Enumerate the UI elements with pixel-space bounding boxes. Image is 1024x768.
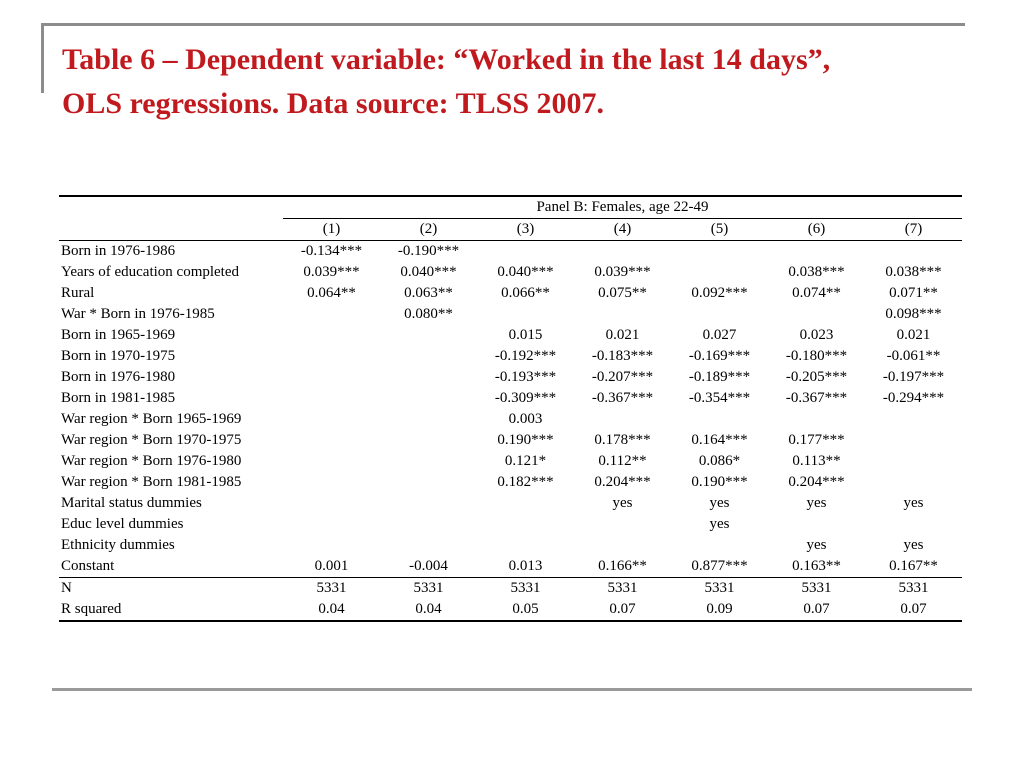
panel-header-spacer [59, 196, 283, 219]
coefficient-cell [380, 451, 477, 472]
coefficient-cell [283, 493, 380, 514]
coefficient-cell [283, 535, 380, 556]
coefficient-cell: yes [806, 537, 827, 553]
coefficient-cell: 5331 [898, 580, 929, 596]
coefficient-cell: 0.075** [598, 285, 647, 301]
table-row [59, 451, 962, 472]
row-label: Rural [61, 285, 95, 301]
coefficient-cell: 0.071** [889, 285, 938, 301]
coefficient-cell: 0.177*** [788, 432, 845, 448]
coefficient-cell: 0.040*** [497, 264, 554, 280]
coefficient-cell: 0.040*** [400, 264, 457, 280]
coefficient-cell [671, 535, 768, 556]
coefficient-cell [283, 430, 380, 451]
coefficient-cell: 0.113** [792, 453, 841, 469]
table-row [59, 472, 962, 493]
coefficient-cell [283, 388, 380, 409]
coefficient-cell [380, 346, 477, 367]
row-label: Born in 1976-1980 [61, 369, 176, 385]
coefficient-cell [380, 367, 477, 388]
coefficient-cell [283, 514, 380, 535]
coefficient-cell [865, 451, 962, 472]
coefficient-cell [768, 409, 865, 430]
coefficient-cell: 0.038*** [885, 264, 942, 280]
coefficient-cell [574, 514, 671, 535]
panel-header: Panel B: Females, age 22-49 [283, 196, 962, 219]
coefficient-cell: 0.001 [283, 556, 380, 578]
table-row [59, 304, 962, 325]
row-label: Educ level dummies [61, 516, 184, 532]
slide-title [62, 38, 962, 126]
column-number-header: (3) [477, 219, 574, 241]
coefficient-cell: 0.190*** [497, 432, 554, 448]
column-number-header: (4) [574, 219, 671, 241]
slide-title-line-2: OLS regressions. Data source: TLSS 2007. [62, 87, 605, 120]
coefficient-cell [574, 535, 671, 556]
coefficient-cell: 0.05 [477, 599, 574, 621]
coefficient-cell: 5331 [316, 580, 347, 596]
coefficient-cell: -0.189*** [688, 369, 751, 385]
coefficient-cell: -0.294*** [882, 390, 945, 406]
row-label: Born in 1970-1975 [61, 348, 176, 364]
coefficient-cell: 0.167** [865, 556, 962, 578]
table-row [59, 430, 962, 451]
coefficient-cell: -0.193*** [494, 369, 557, 385]
coefficient-cell: 0.092*** [691, 285, 748, 301]
column-number-header: (5) [671, 219, 768, 241]
coefficient-cell [671, 304, 768, 325]
coefficient-cell: 0.027 [702, 327, 737, 343]
column-number-header: (6) [768, 219, 865, 241]
panel-header-row [59, 196, 962, 219]
coefficient-cell [768, 241, 865, 263]
coefficient-cell [380, 388, 477, 409]
coefficient-cell: 0.038*** [788, 264, 845, 280]
coefficient-cell [283, 409, 380, 430]
coefficient-cell: 0.190*** [691, 474, 748, 490]
coefficient-cell: 0.182*** [497, 474, 554, 490]
coefficient-cell [574, 241, 671, 263]
coefficient-cell [477, 514, 574, 535]
table-row [59, 367, 962, 388]
coefficient-cell: yes [903, 537, 924, 553]
coefficient-cell: 0.204*** [788, 474, 845, 490]
coefficient-cell [768, 514, 865, 535]
coefficient-cell [380, 325, 477, 346]
coefficient-cell: 0.066** [501, 285, 550, 301]
coefficient-cell [865, 514, 962, 535]
coefficient-cell: 0.064** [307, 285, 356, 301]
coefficient-cell: 0.178*** [594, 432, 651, 448]
coefficient-cell [865, 472, 962, 493]
coefficient-cell: -0.197*** [882, 369, 945, 385]
coefficient-cell [380, 493, 477, 514]
coefficient-cell: 0.098*** [885, 306, 942, 322]
coefficient-cell: 0.039*** [303, 264, 360, 280]
coefficient-cell: -0.190*** [397, 243, 460, 259]
coefficient-cell: -0.205*** [785, 369, 848, 385]
coefficient-cell: 0.04 [283, 599, 380, 621]
table-row [59, 241, 962, 263]
row-label: Born in 1976-1986 [61, 243, 176, 259]
coefficient-cell: -0.367*** [785, 390, 848, 406]
coefficient-cell [574, 409, 671, 430]
coefficient-cell: -0.180*** [785, 348, 848, 364]
coefficient-cell: 5331 [413, 580, 444, 596]
row-label: War region * Born 1981-1985 [61, 474, 242, 490]
table-row [59, 283, 962, 304]
coefficient-cell: -0.134*** [300, 243, 363, 259]
coefficient-cell: 0.121* [504, 453, 547, 469]
coefficient-cell [768, 304, 865, 325]
table-row [59, 346, 962, 367]
coefficient-cell [283, 346, 380, 367]
coefficient-cell: 0.07 [865, 599, 962, 621]
column-number-spacer [59, 219, 283, 241]
coefficient-cell: 5331 [704, 580, 735, 596]
table-row [59, 493, 962, 514]
slide-frame-left [41, 23, 44, 93]
coefficient-cell [477, 241, 574, 263]
coefficient-cell: 0.015 [508, 327, 543, 343]
row-label: Ethnicity dummies [61, 537, 175, 553]
coefficient-cell: 0.003 [508, 411, 543, 427]
coefficient-cell: -0.192*** [494, 348, 557, 364]
regression-table-body [59, 196, 962, 621]
coefficient-cell: yes [612, 495, 633, 511]
column-number-header: (1) [283, 219, 380, 241]
row-label: R squared [59, 599, 283, 621]
coefficient-cell: yes [709, 516, 730, 532]
column-number-header: (7) [865, 219, 962, 241]
coefficient-cell: 0.163** [768, 556, 865, 578]
coefficient-cell: 0.063** [404, 285, 453, 301]
row-label: War region * Born 1970-1975 [61, 432, 242, 448]
coefficient-cell: 0.074** [792, 285, 841, 301]
coefficient-cell: -0.207*** [591, 369, 654, 385]
coefficient-cell [477, 304, 574, 325]
table-row [59, 578, 962, 600]
coefficient-cell: -0.004 [380, 556, 477, 578]
column-number-row [59, 219, 962, 241]
coefficient-cell [380, 514, 477, 535]
row-label: Born in 1981-1985 [61, 390, 176, 406]
row-label: War region * Born 1976-1980 [61, 453, 242, 469]
table-row [59, 556, 962, 578]
coefficient-cell [283, 472, 380, 493]
coefficient-cell [671, 409, 768, 430]
coefficient-cell: 0.164*** [691, 432, 748, 448]
coefficient-cell: 0.09 [671, 599, 768, 621]
coefficient-cell [671, 262, 768, 283]
coefficient-cell: 0.039*** [594, 264, 651, 280]
table-row [59, 599, 962, 621]
coefficient-cell [865, 241, 962, 263]
table-row [59, 388, 962, 409]
coefficient-cell [574, 304, 671, 325]
coefficient-cell [283, 451, 380, 472]
coefficient-cell [865, 409, 962, 430]
coefficient-cell: -0.309*** [494, 390, 557, 406]
coefficient-cell: -0.354*** [688, 390, 751, 406]
coefficient-cell: -0.169*** [688, 348, 751, 364]
coefficient-cell: -0.061** [886, 348, 941, 364]
row-label: War * Born in 1976-1985 [61, 306, 215, 322]
coefficient-cell: 0.013 [477, 556, 574, 578]
row-label: N [61, 580, 72, 596]
slide-frame-top [41, 23, 965, 26]
coefficient-cell: 0.023 [799, 327, 834, 343]
slide-title-line-1: Table 6 – Dependent variable: “Worked in the last 14 days”, [62, 43, 831, 76]
column-number-header: (2) [380, 219, 477, 241]
row-label: Constant [59, 556, 283, 578]
coefficient-cell: 0.166** [574, 556, 671, 578]
coefficient-cell: yes [903, 495, 924, 511]
coefficient-cell: 0.021 [896, 327, 931, 343]
coefficient-cell [283, 304, 380, 325]
row-label: Born in 1965-1969 [61, 327, 176, 343]
row-label: War region * Born 1965-1969 [61, 411, 242, 427]
coefficient-cell [380, 430, 477, 451]
coefficient-cell: 5331 [510, 580, 541, 596]
coefficient-cell [671, 241, 768, 263]
coefficient-cell: 0.086* [698, 453, 741, 469]
coefficient-cell: -0.183*** [591, 348, 654, 364]
coefficient-cell [865, 430, 962, 451]
row-label: Marital status dummies [61, 495, 202, 511]
coefficient-cell: 5331 [607, 580, 638, 596]
coefficient-cell [380, 472, 477, 493]
table-row [59, 535, 962, 556]
table-row [59, 262, 962, 283]
coefficient-cell [283, 367, 380, 388]
coefficient-cell: -0.367*** [591, 390, 654, 406]
coefficient-cell: 0.204*** [594, 474, 651, 490]
coefficient-cell [477, 535, 574, 556]
coefficient-cell: 5331 [801, 580, 832, 596]
coefficient-cell: 0.04 [380, 599, 477, 621]
coefficient-cell: 0.07 [574, 599, 671, 621]
slide-frame-bottom [52, 688, 972, 691]
table-row [59, 409, 962, 430]
coefficient-cell: 0.877*** [671, 556, 768, 578]
coefficient-cell [477, 493, 574, 514]
regression-table [59, 195, 962, 622]
coefficient-cell [380, 535, 477, 556]
coefficient-cell: 0.07 [768, 599, 865, 621]
coefficient-cell: yes [709, 495, 730, 511]
table-row [59, 514, 962, 535]
coefficient-cell: 0.112** [598, 453, 647, 469]
coefficient-cell: 0.021 [605, 327, 640, 343]
row-label: Years of education completed [61, 264, 240, 280]
coefficient-cell: yes [806, 495, 827, 511]
coefficient-cell [283, 325, 380, 346]
table-row [59, 325, 962, 346]
coefficient-cell [380, 409, 477, 430]
coefficient-cell: 0.080** [404, 306, 453, 322]
